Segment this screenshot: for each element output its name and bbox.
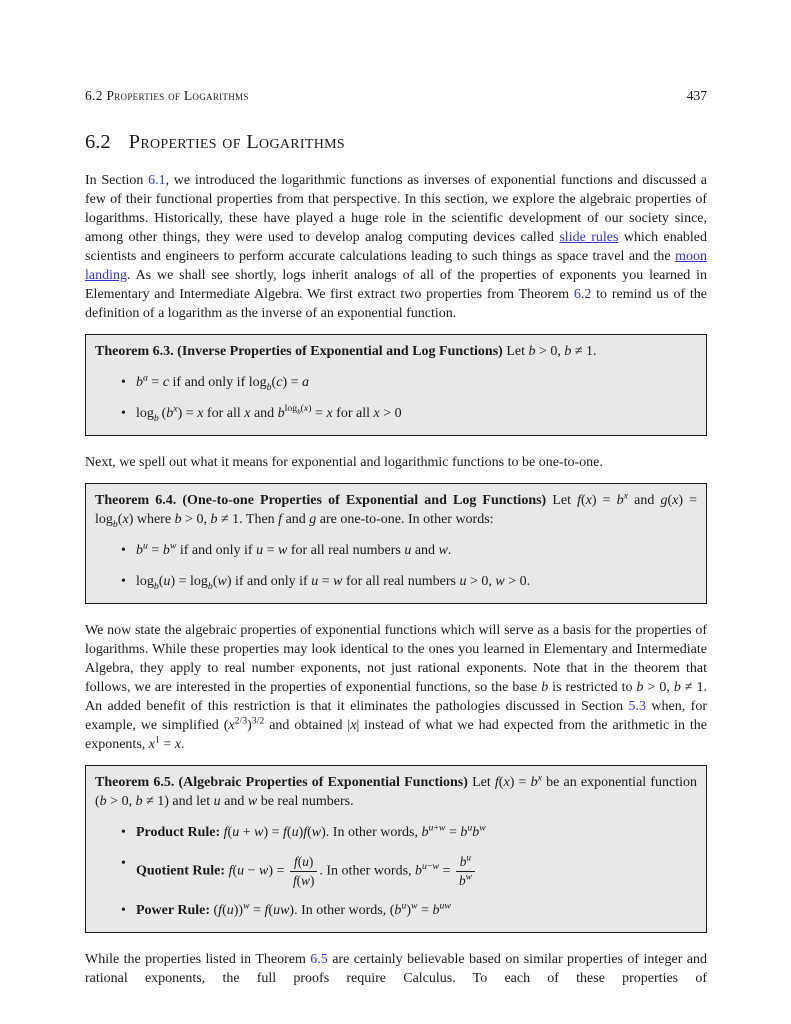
theorem-6-3-bullet-1: • $b^a = c$ if and only if $\log_b(c) = a$	[121, 373, 697, 392]
theorem-6-4-box	[85, 483, 707, 604]
theorem-6-4-bullet-2: • $\log_b(u) = \log_b(w)$ if and only if u = w for all real numbers u > 0, w > 0.	[121, 572, 697, 591]
link-slide-rules[interactable]: slide rules	[559, 230, 619, 245]
link-section-6-1[interactable]: 6.1	[148, 173, 166, 188]
theorem-6-5-box	[85, 765, 707, 933]
theorem-6-5-bullet-product-rule: • Product Rule: f(u + w) = f(u)f(w). In other words, $b^{u+w} = b^ub^w$	[121, 823, 697, 842]
theorem-6-4-list	[95, 541, 697, 591]
theorem-6-5-list	[95, 823, 697, 920]
section-heading	[85, 131, 707, 154]
link-theorem-6-2[interactable]: 6.2	[573, 287, 592, 302]
theorem-6-5-bullet-power-rule: • Power Rule: $(f(u))^w = f(uw)$. In other words, $(b^u)^w = b^{uw}$	[121, 901, 697, 920]
theorem-6-4-bullet-1: • $b^u = b^w$ if and only if u = w for all real numbers u and w.	[121, 541, 697, 560]
section-number: 6.2	[85, 131, 111, 153]
theorem-6-5-bullet-quotient-rule: • Quotient Rule: f(u − w) = $\frac{f(u)}{f(w)}$ . In other words, $b^{u-w}$ = $\frac{b^u}{b^w}$	[121, 854, 697, 889]
paragraph-one-to-one-intro: Next, we spell out what it means for exponential and logarithmic functions to be one-to-one.	[85, 455, 603, 470]
paragraph-intro: In Section 6.1, we introduced the logarithmic functions as inverses of exponential functions and discussed a few of their functional properties from that perspective. In this section, we explore the algebraic properties of logarithms. Historically, these have played a huge role in the scientific development of our society since, among other things, they were used to develop analog computing devices called slide rules which enabled scientists and engineers to perform accurate calculations leading to such things as space travel and the moon landing. As we shall see shortly, logs inherit analogs of all of the properties of exponents you learned in Elementary and Intermediate Algebra. We first extract two properties from Theorem 6.2 to remind us of the definition of a logarithm as the inverse of an exponential function.	[85, 173, 708, 321]
link-section-5-3[interactable]: 5.3	[628, 699, 646, 714]
paragraph-closing: While the properties listed in Theorem 6.5 are certainly believable based on similar properties of integer and rational exponents, the full proofs require Calculus. To each of these properties of	[85, 951, 707, 986]
theorem-6-3-list	[95, 373, 697, 423]
theorem-6-3-heading: Theorem 6.3. (Inverse Properties of Exponential and Log Functions) Let b > 0, b ≠ 1.	[95, 344, 597, 359]
theorem-6-5-heading: Theorem 6.5. (Algebraic Properties of Exponential Functions) Let $f(x) = b^x$ be an exponential function (b > 0, b ≠ 1) and let u and w be real numbers.	[95, 772, 697, 809]
page-number: 437	[686, 88, 707, 103]
theorem-6-3-bullet-2: • $\log_b (b^x) = x$ for all x and $b^{log_b(x)} = x$ for all x > 0	[121, 404, 697, 423]
paragraph-algebraic-intro: We now state the algebraic properties of exponential functions which will serve as a basis for the properties of logarithms. While these properties may look identical to the ones you learned in Elementary and Intermediate Algebra, they apply to real number exponents, not just rational exponents. Note that in the theorem that follows, we are interested in the properties of exponential functions, so the base b is restricted to b > 0, b ≠ 1. An added benefit of this restriction is that it eliminates the pathologies discussed in Section 5.3 when, for example, we simplified $(x^{2/3})^{3/2}$ and obtained |x| instead of what we had expected from the arithmetic in the exponents, $x^1 = x$.	[85, 623, 708, 752]
link-moon-landing[interactable]: moon landing	[85, 249, 707, 283]
theorem-6-4-heading: Theorem 6.4. (One-to-one Properties of Exponential and Log Functions) Let $f(x) = b^x$ and $g(x) = \log_b(x)$ where b > 0, b ≠ 1. Then f and g are one-to-one. In other words:	[95, 490, 698, 530]
running-head	[85, 88, 707, 104]
running-head-title: 6.2 Properties of Logarithms	[85, 88, 249, 103]
theorem-6-3-box	[85, 334, 707, 436]
link-theorem-6-5[interactable]: 6.5	[310, 951, 328, 967]
section-title: Properties of Logarithms	[128, 131, 345, 153]
